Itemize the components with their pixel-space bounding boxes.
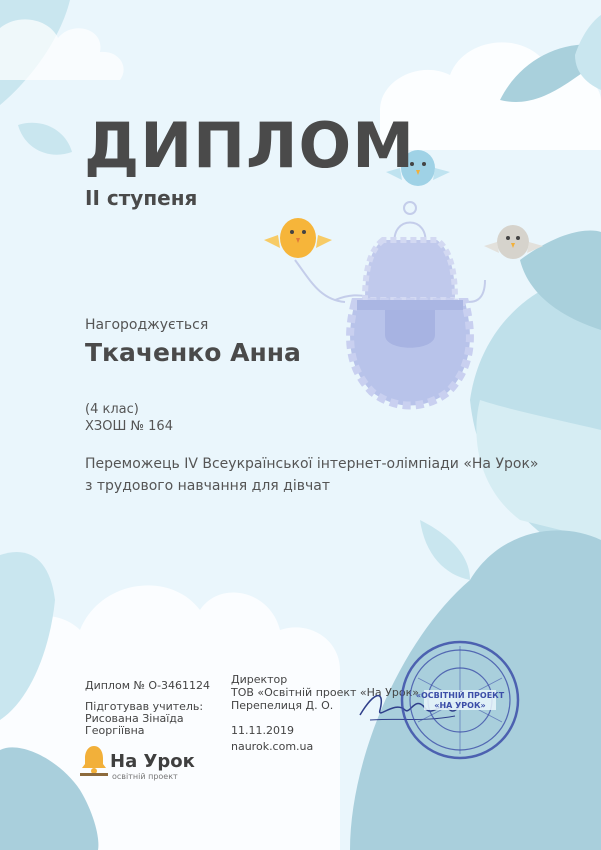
official-stamp [398,638,522,762]
teacher-name-line-2: Георгіївна [85,724,145,737]
logo-tagline: освітній проект [112,772,178,781]
awarded-label: Нагороджується [85,317,209,333]
diploma-number: Диплом № О-3461124 [85,679,211,692]
diploma-title: ДИПЛОМ [84,109,415,182]
description-line-1: Переможець IV Всеукраїнської інтернет-олімпіади «На Урок» [85,456,539,472]
issue-date: 11.11.2019 [231,724,294,737]
apron-illustration [295,202,485,406]
prepared-label: Підготував учитель: [85,700,204,713]
director-label: Директор [231,673,288,686]
school-text: ХЗОШ № 164 [85,419,173,434]
bell-logo-icon [80,744,108,776]
director-name: Перепелиця Д. О. [231,699,334,712]
top-cloud-left [0,19,124,80]
website-link[interactable]: naurok.com.ua [231,740,314,753]
small-leaf-left [18,123,72,155]
recipient-name: Ткаченко Анна [85,338,301,367]
award-description [85,453,555,497]
bottom-right-small-leaf [420,520,470,580]
stamp-center-line-1: «ОСВІТНІЙ ПРОЕКТ [415,691,505,700]
logo-name: На Урок [110,751,195,772]
teacher-name-line-1: Рисована Зінаїда [85,712,184,725]
grade-text: (4 клас) [85,402,139,417]
description-line-2: з трудового навчання для дівчат [85,478,330,494]
bird-orange [264,218,332,258]
stamp-center-line-2: «НА УРОК» [434,701,486,710]
company-name: ТОВ «Освітній проект «На Урок» [231,686,419,699]
diploma-degree: II ступеня [85,186,198,210]
